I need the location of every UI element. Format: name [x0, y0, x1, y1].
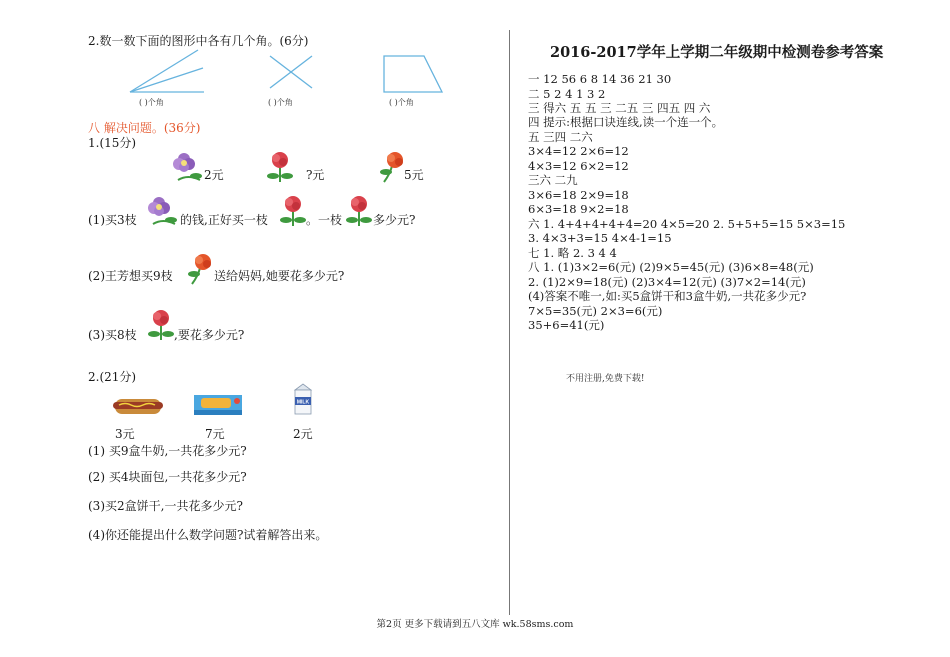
p2-question-3: (3)买2盒饼干,一共花多少元?	[88, 499, 243, 513]
answer-line: 3×4=12 2×6=12	[528, 144, 629, 158]
p1-q1-part-d: 多少元?	[373, 213, 416, 227]
answer-line: 35+6=41(元)	[528, 318, 605, 332]
angle-label-3: ( )个角	[389, 98, 414, 107]
hotdog-icon	[113, 394, 165, 418]
trapezoid-figure	[382, 54, 452, 99]
angle-figure-2	[268, 54, 318, 94]
answer-line: 7×5=35(元) 2×3=6(元)	[528, 304, 663, 318]
angle-figure-1	[128, 50, 208, 100]
answer-line: (4)答案不唯一,如:买5盒饼干和3盒牛奶,一共花多少元?	[528, 289, 807, 303]
red-flower-icon	[344, 194, 374, 228]
answer-line: 七 1. 略 2. 3 4 4	[528, 246, 617, 260]
p1-q3-part-b: ,要花多少元?	[174, 328, 245, 342]
p2-question-4: (4)你还能提出什么数学问题?试着解答出来。	[88, 528, 328, 542]
answer-line: 2. (1)2×9=18(元) (2)3×4=12(元) (3)7×2=14(元)	[528, 275, 806, 289]
answer-line: 4×3=12 6×2=12	[528, 159, 629, 173]
section-8-title: 八 解决问题。(36分)	[88, 121, 201, 135]
item-price-3: 2元	[293, 427, 313, 441]
problem-1-label: 1.(15分)	[88, 136, 137, 150]
answer-line: 一 12 56 6 8 14 36 21 30	[528, 72, 672, 86]
p2-question-1: (1) 买9盒牛奶,一共花多少元?	[88, 444, 247, 458]
p2-question-2: (2) 买4块面包,一共花多少元?	[88, 470, 247, 484]
flower-price-2: ?元	[306, 168, 325, 182]
p1-q2-part-b: 送给妈妈,她要花多少元?	[214, 269, 345, 283]
column-divider	[509, 30, 510, 615]
p1-q1-part-a: (1)买3枝	[88, 213, 137, 227]
answer-line: 二 5 2 4 1 3 2	[528, 87, 606, 101]
p1-q1-part-b: 的钱,正好买一枝	[180, 213, 268, 227]
angle-label-1: ( )个角	[139, 98, 164, 107]
page-footer: 第2页 更多下载请到五八文库 wk.58sms.com	[376, 619, 574, 630]
free-download-note: 不用注册,免费下载!	[566, 374, 645, 384]
answer-line: 六 1. 4+4+4+4+4=20 4×5=20 2. 5+5+5=15 5×3=15	[528, 217, 846, 231]
item-price-2: 7元	[205, 427, 225, 441]
answer-line: 八 1. (1)3×2=6(元) (2)9×5=45(元) (3)6×8=48(元)	[528, 260, 814, 274]
answer-line: 三 得六 五 五 三 二五 三 四五 四 六	[528, 101, 711, 115]
answer-line: 6×3=18 9×2=18	[528, 202, 629, 216]
milk-carton-icon	[292, 382, 314, 418]
answer-line: 四 提示:根据口诀连线,读一个连一个。	[528, 115, 724, 129]
item-price-1: 3元	[115, 427, 135, 441]
purple-flower-icon	[145, 194, 181, 228]
question-2-title: 2.数一数下面的图形中各有几个角。(6分)	[88, 34, 309, 48]
p1-q2-part-a: (2)王芳想买9枝	[88, 269, 173, 283]
answer-line: 五 三四 二六	[528, 130, 593, 144]
answer-line: 三六 二九	[528, 173, 578, 187]
p1-q3-part-a: (3)买8枝	[88, 328, 137, 342]
p1-q1-part-c: 。一枝	[306, 213, 343, 227]
problem-2-label: 2.(21分)	[88, 370, 137, 384]
answer-line: 3. 4×3+3=15 4×4-1=15	[528, 231, 672, 245]
answer-line: 3×6=18 2×9=18	[528, 188, 629, 202]
angle-label-2: ( )个角	[268, 98, 293, 107]
milk-label: MILK	[296, 399, 310, 406]
biscuit-box-icon	[193, 392, 243, 418]
red-flower-icon	[278, 194, 308, 228]
red-flower-icon	[265, 150, 295, 184]
flower-price-3: 5元	[404, 168, 424, 182]
answer-key-title: 2016-2017学年上学期二年级期中检测卷参考答案	[550, 44, 884, 61]
red-flower-icon	[146, 308, 176, 342]
flower-price-1: 2元	[204, 168, 224, 182]
purple-flower-icon	[170, 150, 206, 184]
